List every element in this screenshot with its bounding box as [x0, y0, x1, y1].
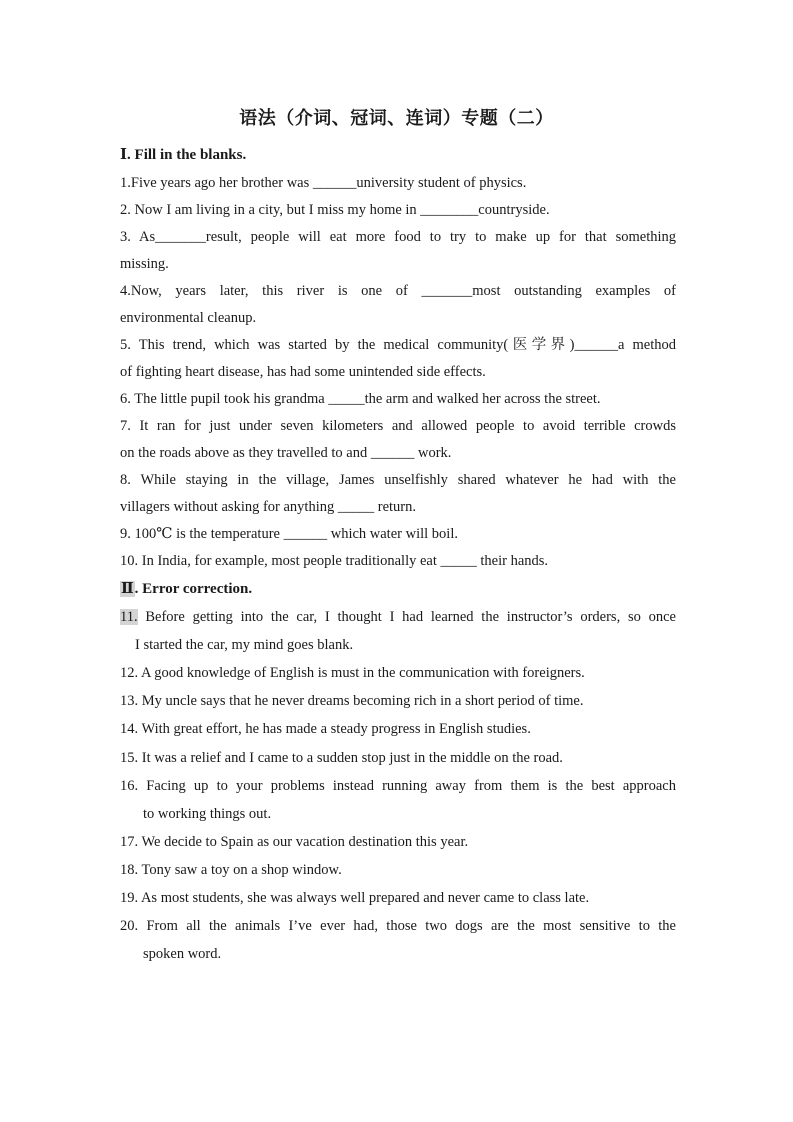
question-4-line-1: 4.Now, years later, this river is one of _______most outstanding examples of [120, 283, 676, 299]
question-13: 13. My uncle says that he never dreams becoming rich in a short period of time. [120, 693, 584, 709]
question-3-line-2: missing. [120, 256, 169, 272]
question-19: 19. As most students, she was always well prepared and never came to class late. [120, 890, 590, 906]
section-2-title: . Error correction. [134, 581, 253, 597]
question-2: 2. Now I am living in a city, but I miss my home in ________countryside. [120, 202, 550, 218]
question-5-line-2: of fighting heart disease, has had some unintended side effects. [120, 364, 486, 380]
question-11-text: Before getting into the car, I thought I had learned the instructor’s orders, so once [137, 609, 676, 625]
question-8-line-2: villagers without asking for anything _____ return. [120, 499, 416, 515]
question-16-line-2: to working things out. [143, 806, 272, 822]
question-14: 14. With great effort, he has made a steady progress in English studies. [120, 721, 531, 737]
question-20-line-1: 20. From all the animals I’ve ever had, those two dogs are the most sensitive to the [120, 918, 676, 934]
section-1-heading [120, 145, 246, 165]
section-2-heading [120, 579, 252, 599]
question-17: 17. We decide to Spain as our vacation destination this year. [120, 834, 469, 850]
question-8-line-1: 8. While staying in the village, James unselfishly shared whatever he had with the [120, 472, 676, 488]
question-10: 10. In India, for example, most people traditionally eat _____ their hands. [120, 553, 549, 569]
question-16-line-1: 16. Facing up to your problems instead running away from them is the best approach [120, 778, 676, 794]
question-1: 1.Five years ago her brother was ______university student of physics. [120, 175, 527, 191]
page-title: 语法（介词、冠词、连词）专题（二） [239, 108, 554, 129]
question-6: 6. The little pupil took his grandma _____the arm and walked her across the street. [120, 391, 601, 407]
question-11-number: 11. [120, 609, 138, 625]
question-18: 18. Tony saw a toy on a shop window. [120, 862, 342, 878]
question-20-line-2: spoken word. [143, 946, 222, 962]
question-9: 9. 100℃ is the temperature ______ which water will boil. [120, 526, 458, 542]
question-12: 12. A good knowledge of English is must in the communication with foreigners. [120, 665, 585, 681]
question-4-line-2: environmental cleanup. [120, 310, 257, 326]
question-15: 15. It was a relief and I came to a sudden stop just in the middle on the road. [120, 750, 563, 766]
question-7-line-1: 7. It ran for just under seven kilometers and allowed people to avoid terrible crowds [120, 418, 676, 434]
question-3-line-1: 3. As_______result, people will eat more food to try to make up for that something [120, 229, 676, 245]
section-2-numeral: Ⅱ [121, 581, 134, 597]
section-1-title: . Fill in the blanks. [127, 147, 247, 163]
question-5-line-1: 5. This trend, which was started by the medical community(医学界)______a method [120, 337, 676, 353]
section-1-numeral: Ⅰ [120, 147, 128, 163]
question-11-line-1 [120, 604, 676, 631]
question-7-line-2: on the roads above as they travelled to and ______ work. [120, 445, 452, 461]
question-11-line-2: I started the car, my mind goes blank. [135, 637, 354, 653]
